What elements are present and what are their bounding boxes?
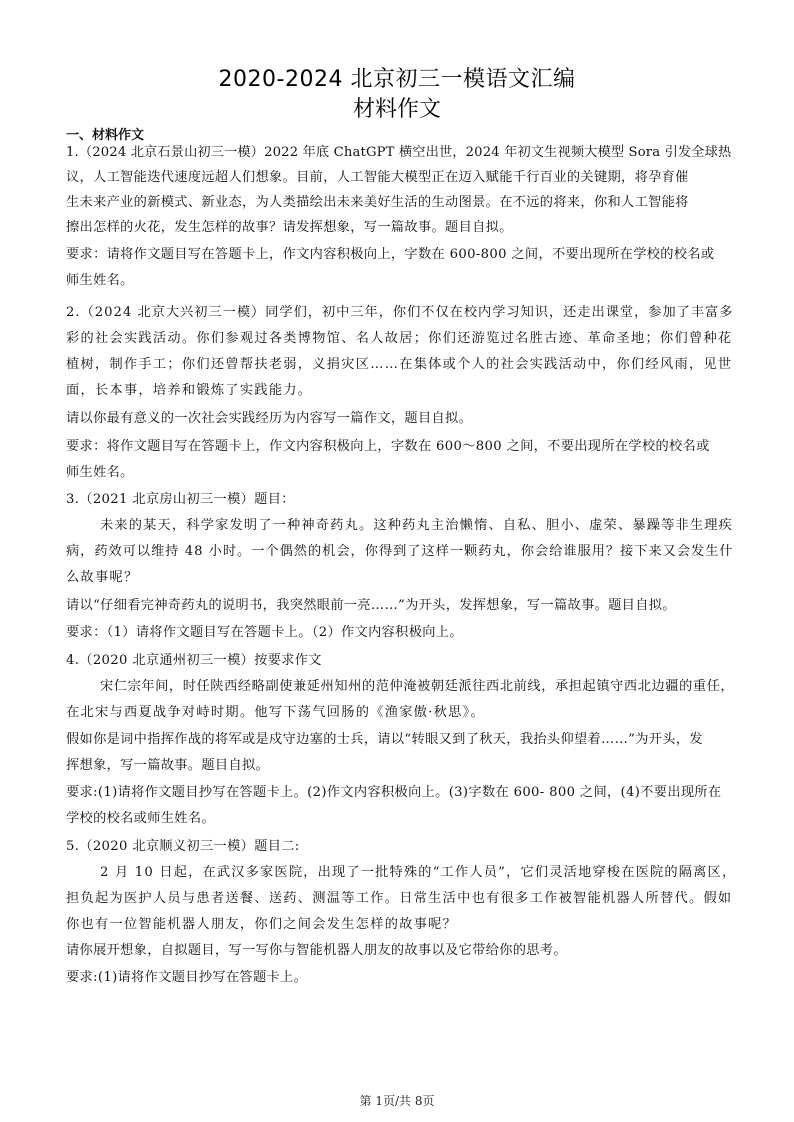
text-line: 5.（2020 北京顺义初三一模）题目二:	[66, 839, 300, 854]
text-line: 宋仁宗年间，时任陕西经略副使兼延州知州的范仲淹被朝廷派往西北前线，承担起镇守西北边疆的重任，	[100, 679, 735, 694]
text-line: 假如你是词中指挥作战的将军或是戍守边塞的士兵，请以“转眼又到了秋天，我抬头仰望着……”为开头，发	[66, 732, 703, 747]
text-line: 在北宋与西夏战争对峙时期。他写下荡气回肠的《渔家傲·秋思》。	[66, 705, 486, 720]
text-line: 请以“仔细看完神奇药丸的说明书，我突然眼前一亮……”为开头，发挥想象，写一篇故事。题目自拟。	[66, 598, 676, 613]
text-line: 面，长本事，培养和锻炼了实践能力。	[66, 383, 313, 398]
text-line: 要求:(1)请将作文题目抄写在答题卡上。(2)作文内容积极向上。(3)字数在 600- 800 之间，(4)不要出现所在	[66, 785, 722, 800]
text-line: 要求：请将作文题目写在答题卡上，作文内容积极向上，字数在 600-800 之间，不要出现所在学校的校名或	[66, 247, 715, 262]
text-line: 擦出怎样的火花，发生怎样的故事？请发挥想象，写一篇故事。题目自拟。	[66, 220, 513, 235]
text-line: 植树，制作手工；你们还曾帮扶老弱，义捐灾区……在集体或个人的社会实践活动中，你们经风雨，见世	[66, 357, 733, 372]
text-line: 2 月 10 日起，在武汉多家医院，出现了一批特殊的“工作人员”，它们灵活地穿梭在医院的隔离区，	[100, 865, 737, 880]
text-line: 病，药效可以维持 48 小时。一个偶然的机会，你得到了这样一颗药丸，你会给谁服用？接下来又会发生什	[66, 544, 734, 559]
text-line: 你也有一位智能机器人朋友，你们之间会发生怎样的故事呢？	[66, 917, 458, 932]
text-line: 请你展开想象，自拟题目，写一写你与智能机器人朋友的故事以及它带给你的思考。	[66, 943, 567, 958]
text-line: 生未来产业的新模式、新业态，为人类描绘出未来美好生活的生动图景。在不远的将来，你和人工智能将	[66, 195, 689, 210]
text-line: 2.（2024 北京大兴初三一模）同学们，初中三年，你们不仅在校内学习知识，还走出课堂，参加了丰富多	[66, 305, 734, 320]
text-line: 要求:(1)请将作文题目抄写在答题卡上。	[66, 970, 308, 985]
text-line: 未来的某天，科学家发明了一种神奇药丸。这种药丸主治懒惰、自私、胆小、虚荣、暴躁等非生理疾	[100, 518, 734, 533]
page-footer: 第 1页/共 8页	[359, 1094, 435, 1108]
text-line: 请以你最有意义的一次社会实践经历为内容写一篇作文，题目自拟。	[66, 411, 473, 426]
section-heading: 一、材料作文	[66, 128, 145, 143]
document-title: 2020-2024 北京初三一模语文汇编	[218, 67, 576, 92]
text-line: 彩的社会实践活动。你们参观过各类博物馆、名人故居；你们还游览过名胜古迹、革命圣地；你们曾种花	[66, 331, 733, 346]
text-line: 1.（2024 北京石景山初三一模）2022 年底 ChatGPT 横空出世，2024 年初文生视频大模型 Sora 引发全球热	[66, 145, 732, 160]
text-line: 要求：将作文题目写在答题卡上，作文内容积极向上，字数在 600～800 之间，不要出现所在学校的校名或	[66, 439, 710, 454]
text-line: 担负起为医护人员与患者送餐、送药、测温等工作。日常生活中也有很多工作被智能机器人所替代。假如	[66, 891, 733, 906]
text-line: 学校的校名或师生姓名。	[66, 811, 215, 826]
text-line: 师生姓名。	[66, 465, 134, 480]
text-line: 挥想象，写一篇故事。题目自拟。	[66, 758, 270, 773]
document-subtitle: 材料作文	[352, 97, 441, 122]
text-line: 4.（2020 北京通州初三一模）按要求作文	[66, 653, 322, 668]
text-line: 3.（2021 北京房山初三一模）题目：	[66, 492, 295, 507]
text-line: 要求：（1）请将作文题目写在答题卡上。（2）作文内容积极向上。	[66, 625, 463, 640]
text-line: 么故事呢？	[66, 570, 139, 585]
text-line: 议，人工智能迭代速度远超人们想象。目前，人工智能大模型正在迈入赋能千行百业的关键期，将孕育催	[66, 170, 689, 185]
text-line: 师生姓名。	[66, 273, 134, 288]
